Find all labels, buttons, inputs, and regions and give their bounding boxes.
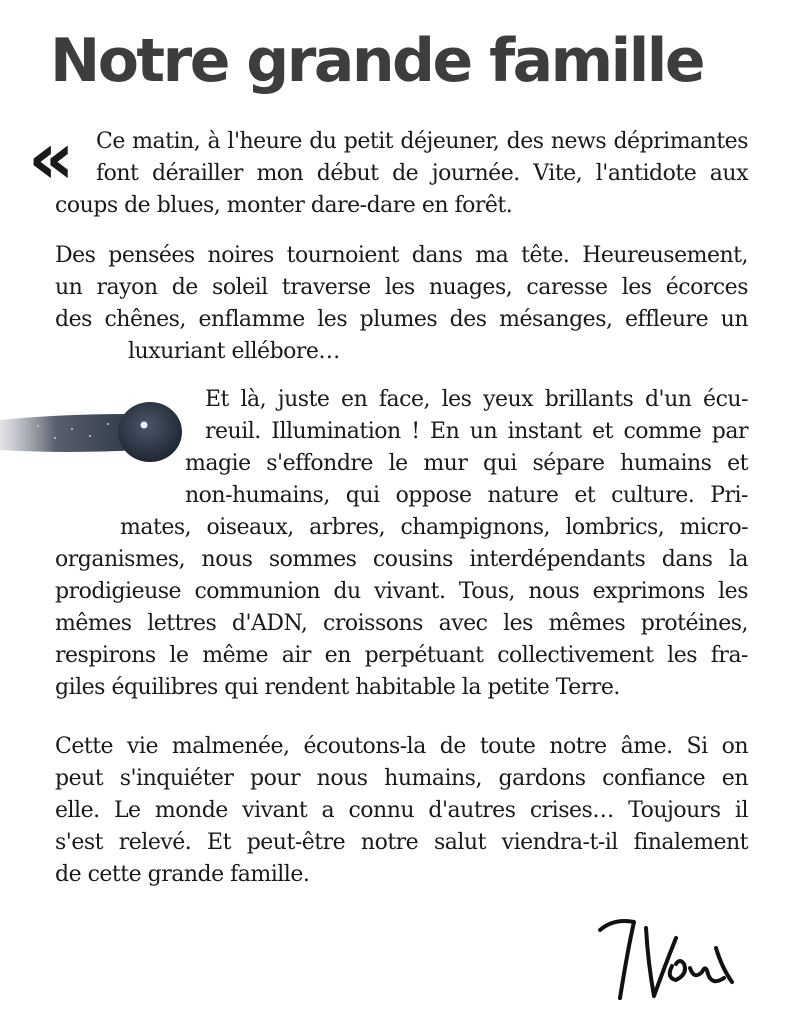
text-line: s'est relevé. Et peut-être notre salut viendra-t-il finalement xyxy=(55,830,748,855)
text-line: magie s'effondre le mur qui sépare humains et xyxy=(185,451,748,476)
text-line: un rayon de soleil traverse les nuages, caresse les écorces xyxy=(55,275,748,300)
text-line: Des pensées noires tournoient dans ma tête. Heureusement, xyxy=(55,243,748,268)
paragraph-3 xyxy=(205,384,748,448)
article-title: Notre grande famille xyxy=(50,26,704,96)
text-line: de cette grande famille. xyxy=(55,862,310,887)
text-line: luxuriant ellébore… xyxy=(128,339,340,364)
paragraph-4 xyxy=(55,731,748,891)
text-line: Et là, juste en face, les yeux brillants d'un écu- xyxy=(205,387,748,412)
squirrel-eye-illustration xyxy=(0,392,200,472)
author-signature xyxy=(592,908,752,1008)
paragraph-3-cont xyxy=(120,512,748,544)
text-line: Cette vie malmenée, écoutons-la de toute notre âme. Si on xyxy=(55,734,748,759)
text-line: giles équilibres qui rendent habitable la petite Terre. xyxy=(55,675,620,700)
text-line: peut s'inquiéter pour nous humains, gardons confiance en xyxy=(55,766,748,791)
paragraph-1 xyxy=(96,126,748,190)
text-line: respirons le même air en perpétuant collectivement les fra- xyxy=(55,643,748,668)
text-line: Ce matin, à l'heure du petit déjeuner, des news déprimantes xyxy=(96,129,748,154)
paragraph-3-cont xyxy=(185,448,748,512)
text-line: mêmes lettres d'ADN, croissons avec les mêmes protéines, xyxy=(55,611,748,636)
text-line: font dérailler mon début de journée. Vite, l'antidote aux xyxy=(96,161,748,186)
text-line: organismes, nous sommes cousins interdépendants dans la xyxy=(55,547,748,572)
paragraph-1-end xyxy=(55,190,748,222)
text-line: elle. Le monde vivant a connu d'autres crises… Toujours il xyxy=(55,798,748,823)
text-line: des chênes, enflamme les plumes des mésanges, effleure un xyxy=(55,307,748,332)
paragraph-2-end xyxy=(128,336,748,368)
text-line: non-humains, qui oppose nature et culture. Pri- xyxy=(185,483,748,508)
text-line: mates, oiseaux, arbres, champignons, lombrics, micro- xyxy=(120,515,748,540)
opening-quote-mark: « xyxy=(28,116,75,200)
text-line: reuil. Illumination ! En un instant et comme par xyxy=(205,419,748,444)
paragraph-2 xyxy=(55,240,748,336)
text-line: coups de blues, monter dare-dare en forêt. xyxy=(55,193,513,218)
text-line: prodigieuse communion du vivant. Tous, nous exprimons les xyxy=(55,579,748,604)
paragraph-3-cont xyxy=(55,544,748,704)
